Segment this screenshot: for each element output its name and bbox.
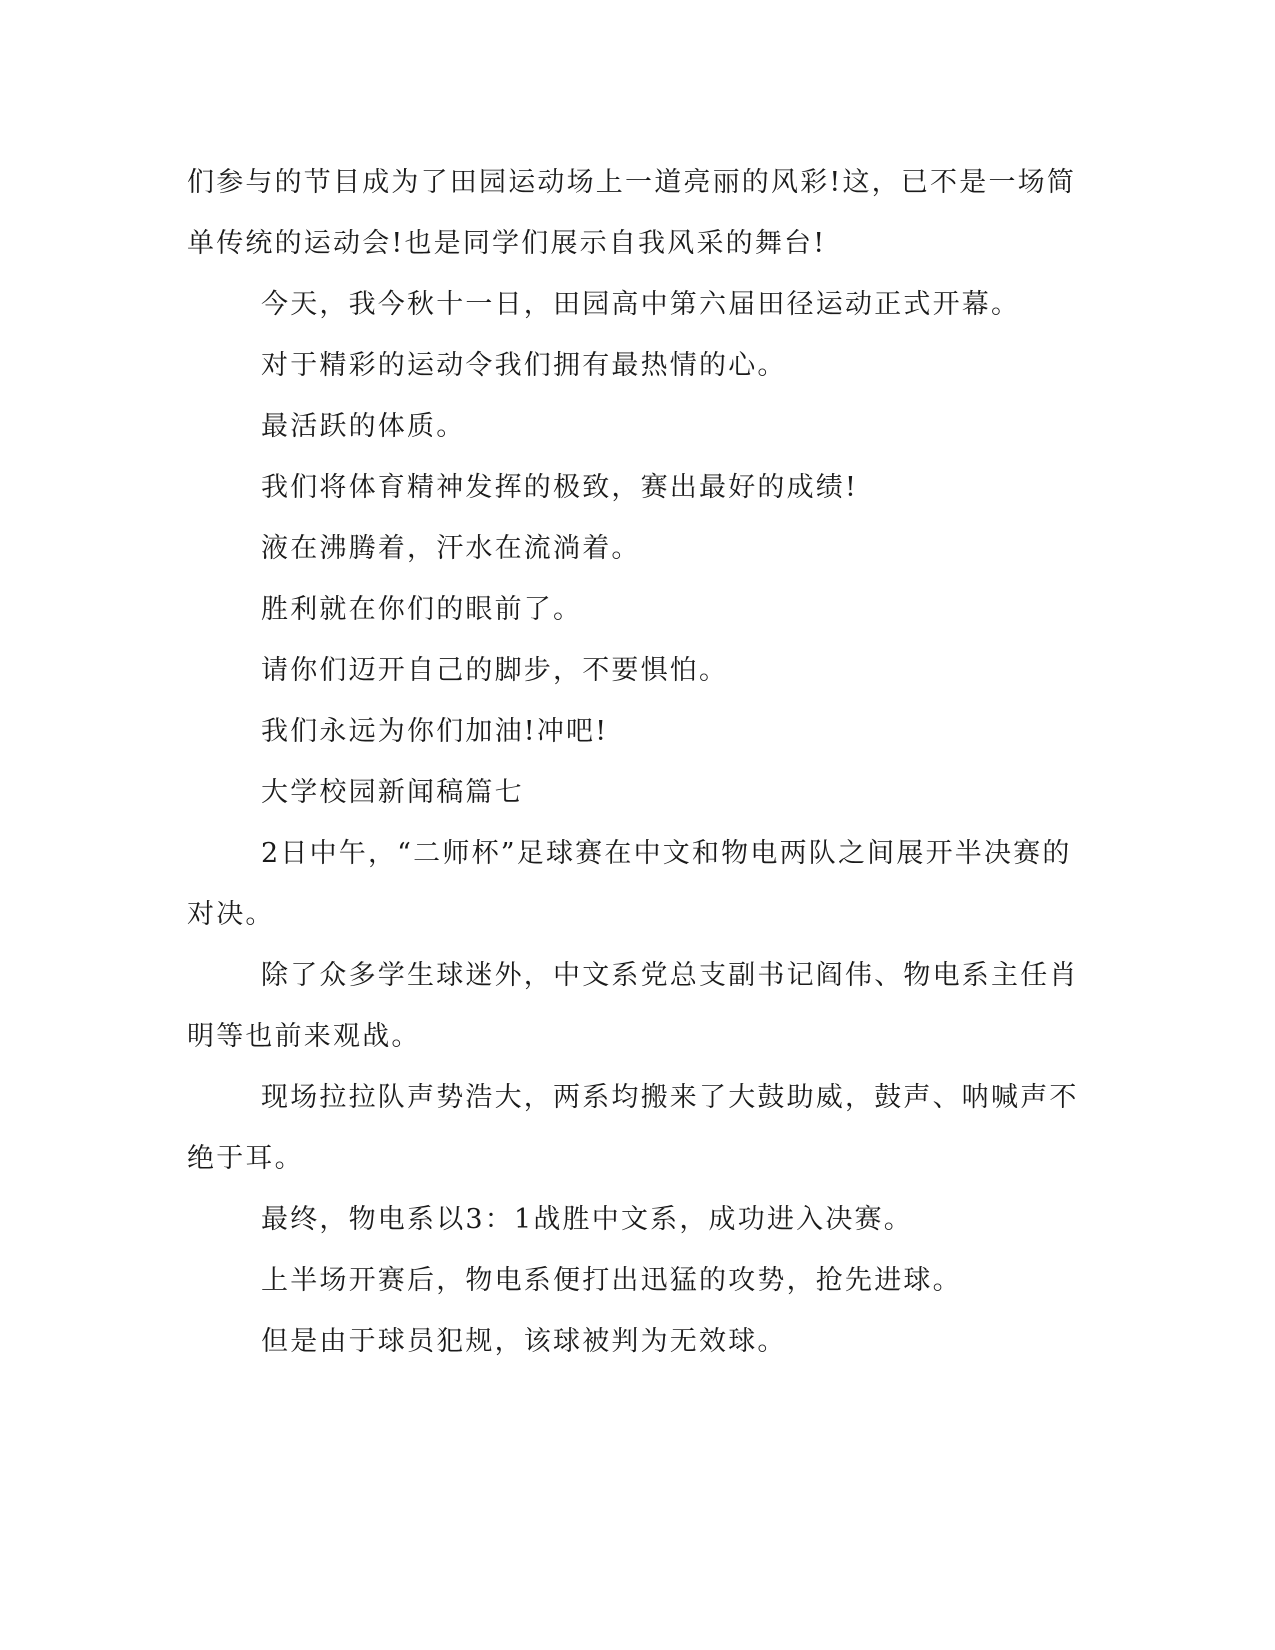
text-line: 绝于耳。	[187, 1143, 304, 1174]
text-line: 今天，我今秋十一日，田园高中第六届田径运动正式开幕。	[261, 289, 1021, 320]
text-line: 胜利就在你们的眼前了。	[261, 594, 583, 625]
text-line: 上半场开赛后，物电系便打出迅猛的攻势，抢先进球。	[261, 1265, 962, 1296]
text-line: 现场拉拉队声势浩大，两系均搬来了大鼓助威，鼓声、呐喊声不	[261, 1082, 1079, 1113]
text-line: 最终，物电系以3：1战胜中文系，成功进入决赛。	[261, 1204, 913, 1235]
text-line: 但是由于球员犯规，该球被判为无效球。	[261, 1326, 787, 1357]
text-line: 们参与的节目成为了田园运动场上一道亮丽的风彩!这，已不是一场简	[187, 167, 1077, 198]
text-line: 对决。	[187, 899, 275, 930]
text-line: 最活跃的体质。	[261, 411, 466, 442]
text-line: 对于精彩的运动令我们拥有最热情的心。	[261, 350, 787, 381]
section-heading: 大学校园新闻稿篇七	[261, 777, 524, 808]
text-line: 我们将体育精神发挥的极致，赛出最好的成绩!	[261, 472, 859, 503]
text-line: 单传统的运动会!也是同学们展示自我风采的舞台!	[187, 228, 827, 259]
text-line: 明等也前来观战。	[187, 1021, 421, 1052]
text-line: 液在沸腾着，汗水在流淌着。	[261, 533, 641, 564]
text-line: 2日中午，“二师杯”足球赛在中文和物电两队之间展开半决赛的	[261, 838, 1072, 869]
text-line: 我们永远为你们加油!冲吧!	[261, 716, 609, 747]
text-line: 请你们迈开自己的脚步，不要惧怕。	[261, 655, 729, 686]
text-line: 除了众多学生球迷外，中文系党总支副书记阎伟、物电系主任肖	[261, 960, 1079, 991]
